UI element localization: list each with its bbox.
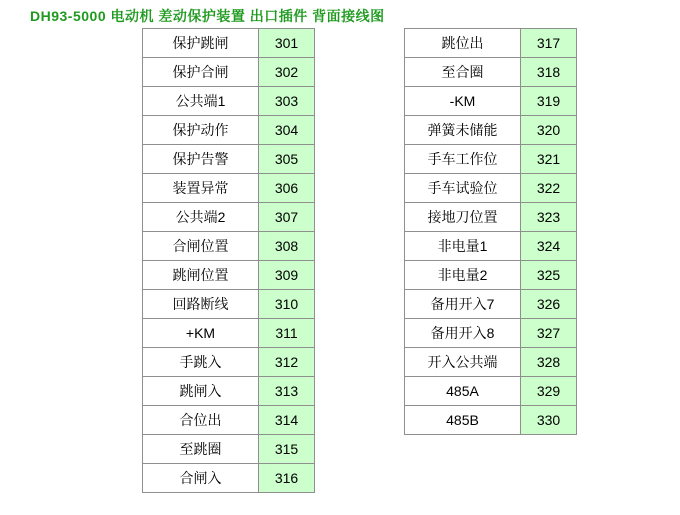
terminal-number-cell: 322 [521, 174, 577, 203]
table-row [405, 319, 577, 348]
table-row [143, 261, 315, 290]
table-row [143, 290, 315, 319]
terminal-label-cell: 保护告警 [143, 145, 259, 174]
terminal-number-cell: 324 [521, 232, 577, 261]
terminal-number-cell: 304 [259, 116, 315, 145]
terminal-number-cell: 302 [259, 58, 315, 87]
table-row [143, 58, 315, 87]
table-row [143, 348, 315, 377]
table-row [405, 116, 577, 145]
terminal-number-cell: 307 [259, 203, 315, 232]
terminal-label-cell: 至跳圈 [143, 435, 259, 464]
table-row [143, 435, 315, 464]
table-row [405, 174, 577, 203]
terminal-number-cell: 328 [521, 348, 577, 377]
terminal-label-cell: 保护跳闸 [143, 29, 259, 58]
table-row [405, 232, 577, 261]
terminal-number-cell: 312 [259, 348, 315, 377]
table-row [405, 87, 577, 116]
terminal-label-cell: 手车工作位 [405, 145, 521, 174]
terminal-label-cell: 公共端1 [143, 87, 259, 116]
table-row [405, 145, 577, 174]
terminal-number-cell: 311 [259, 319, 315, 348]
terminal-label-cell: +KM [143, 319, 259, 348]
table-row [143, 87, 315, 116]
table-row [405, 377, 577, 406]
right-terminal-table-wrapper [404, 28, 577, 435]
terminal-label-cell: -KM [405, 87, 521, 116]
terminal-number-cell: 319 [521, 87, 577, 116]
terminal-number-cell: 321 [521, 145, 577, 174]
terminal-number-cell: 308 [259, 232, 315, 261]
terminal-label-cell: 485A [405, 377, 521, 406]
terminal-number-cell: 301 [259, 29, 315, 58]
terminal-number-cell: 330 [521, 406, 577, 435]
terminal-label-cell: 备用开入8 [405, 319, 521, 348]
table-row [143, 116, 315, 145]
terminal-number-cell: 317 [521, 29, 577, 58]
left-terminal-table-wrapper [142, 28, 315, 493]
terminal-number-cell: 305 [259, 145, 315, 174]
terminal-label-cell: 回路断线 [143, 290, 259, 319]
terminal-label-cell: 手跳入 [143, 348, 259, 377]
right-terminal-table [404, 28, 577, 435]
terminal-number-cell: 313 [259, 377, 315, 406]
table-row [143, 377, 315, 406]
terminal-number-cell: 320 [521, 116, 577, 145]
table-row [405, 290, 577, 319]
terminal-label-cell: 跳位出 [405, 29, 521, 58]
table-row [405, 348, 577, 377]
table-row [405, 29, 577, 58]
table-row [405, 406, 577, 435]
terminal-label-cell: 保护动作 [143, 116, 259, 145]
terminal-number-cell: 315 [259, 435, 315, 464]
terminal-label-cell: 接地刀位置 [405, 203, 521, 232]
terminal-number-cell: 316 [259, 464, 315, 493]
table-row [143, 29, 315, 58]
terminal-label-cell: 非电量2 [405, 261, 521, 290]
table-row [143, 406, 315, 435]
table-row [405, 58, 577, 87]
terminal-number-cell: 326 [521, 290, 577, 319]
table-row [143, 203, 315, 232]
table-row [143, 232, 315, 261]
terminal-number-cell: 306 [259, 174, 315, 203]
table-row [405, 203, 577, 232]
right-table-body [405, 29, 577, 435]
table-row [143, 174, 315, 203]
terminal-label-cell: 保护合闸 [143, 58, 259, 87]
terminal-label-cell: 开入公共端 [405, 348, 521, 377]
terminal-label-cell: 合位出 [143, 406, 259, 435]
terminal-label-cell: 备用开入7 [405, 290, 521, 319]
table-row [143, 145, 315, 174]
terminal-label-cell: 装置异常 [143, 174, 259, 203]
terminal-label-cell: 跳闸入 [143, 377, 259, 406]
terminal-label-cell: 非电量1 [405, 232, 521, 261]
terminal-number-cell: 303 [259, 87, 315, 116]
terminal-label-cell: 至合圈 [405, 58, 521, 87]
table-row [143, 464, 315, 493]
left-table-body [143, 29, 315, 493]
terminal-label-cell: 485B [405, 406, 521, 435]
table-row [143, 319, 315, 348]
terminal-label-cell: 弹簧未储能 [405, 116, 521, 145]
terminal-number-cell: 314 [259, 406, 315, 435]
left-terminal-table [142, 28, 315, 493]
terminal-number-cell: 329 [521, 377, 577, 406]
terminal-number-cell: 327 [521, 319, 577, 348]
terminal-number-cell: 323 [521, 203, 577, 232]
terminal-number-cell: 310 [259, 290, 315, 319]
terminal-label-cell: 合闸位置 [143, 232, 259, 261]
terminal-label-cell: 跳闸位置 [143, 261, 259, 290]
terminal-label-cell: 公共端2 [143, 203, 259, 232]
terminal-number-cell: 318 [521, 58, 577, 87]
terminal-label-cell: 合闸入 [143, 464, 259, 493]
terminal-label-cell: 手车试验位 [405, 174, 521, 203]
table-row [405, 261, 577, 290]
page-title: DH93-5000 电动机 差动保护装置 出口插件 背面接线图 [30, 8, 385, 24]
terminal-number-cell: 325 [521, 261, 577, 290]
terminal-number-cell: 309 [259, 261, 315, 290]
